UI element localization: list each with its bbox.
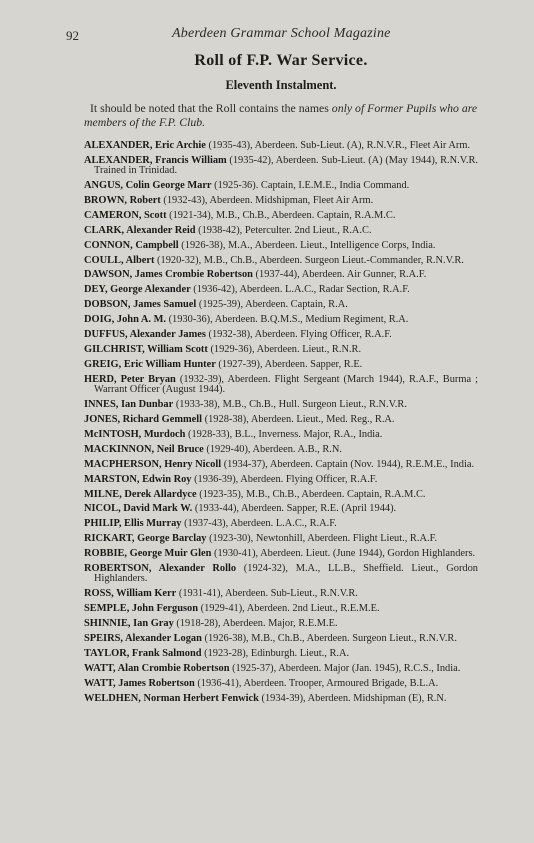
page-number: 92 — [66, 28, 79, 43]
list-item — [84, 196, 478, 206]
entry-details: (1929-40), Aberdeen. A.B., R.N. — [203, 443, 342, 455]
entry-name: SPEIRS, Alexander Logan — [84, 633, 202, 645]
entry-name: HERD, Peter Bryan — [84, 373, 176, 385]
list-item — [84, 649, 478, 659]
entry-details: (1936-39), Aberdeen. Flying Officer, R.A.F. — [191, 473, 378, 485]
entry-details: (1935-43), Aberdeen. Sub-Lieut. (A), R.N.V.R., Fleet Air Arm. — [205, 139, 471, 151]
entry-details: (1925-36). Captain, I.E.M.E., India Command. — [211, 180, 410, 192]
instalment-subtitle: Eleventh Instalment. — [225, 78, 337, 92]
entry-name: GILCHRIST, William Scott — [84, 343, 208, 355]
list-item — [84, 375, 478, 396]
list-item — [84, 300, 478, 310]
entry-name: RICKART, George Barclay — [84, 533, 207, 545]
list-item — [84, 490, 478, 500]
entry-name: ALEXANDER, Francis William — [84, 154, 227, 166]
list-item — [84, 415, 478, 425]
entry-name: JONES, Richard Gemmell — [84, 414, 203, 426]
entry-details: (1930-36), Aberdeen. B.Q.M.S., Medium Regiment, R.A. — [165, 314, 409, 326]
entry-details: (1930-41), Aberdeen. Lieut. (June 1944), Gordon Highlanders. — [211, 548, 476, 560]
entry-details: (1925-37), Aberdeen. Major (Jan. 1945), R.C.S., India. — [229, 662, 461, 674]
list-item — [84, 285, 478, 295]
entry-name: TAYLOR, Frank Salmond — [84, 648, 202, 660]
entry-details: (1920-32), M.B., Ch.B., Aberdeen. Surgeon Lieut.-Commander, R.N.V.R. — [154, 254, 464, 266]
list-item — [84, 460, 478, 470]
list-item — [84, 181, 478, 191]
list-item — [84, 256, 478, 266]
entry-name: PHILIP, Ellis Murray — [84, 518, 182, 530]
entry-details: (1931-41), Aberdeen. Sub-Lieut., R.N.V.R. — [176, 588, 358, 600]
list-item — [84, 226, 478, 236]
entry-details: (1938-42), Peterculter. 2nd Lieut., R.A.C. — [195, 224, 372, 236]
entry-name: INNES, Ian Dunbar — [84, 399, 174, 411]
entry-name: MACKINNON, Neil Bruce — [84, 443, 204, 455]
entry-details: (1923-30), Newtonhill, Aberdeen. Flight Lieut., R.A.F. — [206, 533, 438, 545]
list-item — [84, 445, 478, 455]
entry-details: (1923-35), M.B., Ch.B., Aberdeen. Captain, R.A.M.C. — [196, 488, 426, 500]
entry-details: (1929-41), Aberdeen. 2nd Lieut., R.E.M.E. — [198, 603, 380, 615]
entry-details: (1932-38), Aberdeen. Flying Officer, R.A.F. — [205, 329, 392, 341]
list-item — [84, 694, 478, 704]
list-item — [84, 400, 478, 410]
entry-details: (1928-33), B.L., Inverness. Major, R.A., India. — [185, 428, 383, 440]
entry-name: MARSTON, Edwin Roy — [84, 473, 192, 485]
page-title: Roll of F.P. War Service. — [194, 52, 368, 69]
list-item — [84, 664, 478, 674]
entry-details: (1936-42), Aberdeen. L.A.C., Radar Section, R.A.F. — [190, 284, 410, 296]
journal-title: Aberdeen Grammar School Magazine — [172, 26, 391, 41]
entry-details: (1929-36), Aberdeen. Lieut., R.N.R. — [207, 343, 362, 355]
entry-details: (1932-39), Aberdeen. Flight Sergeant (March 1944), R.A.F., Burma ; Warrant Officer (August 1944). — [94, 373, 478, 396]
list-item — [84, 330, 478, 340]
entry-name: WELDHEN, Norman Herbert Fenwick — [84, 692, 259, 704]
list-item — [84, 564, 478, 585]
entry-name: WATT, James Robertson — [84, 677, 195, 689]
entry-name: DOIG, John A. M. — [84, 314, 166, 326]
entry-name: ANGUS, Colin George Marr — [84, 180, 212, 192]
list-item — [84, 634, 478, 644]
list-item — [84, 589, 478, 599]
entry-details: (1934-37), Aberdeen. Captain (Nov. 1944), R.E.M.E., India. — [221, 458, 475, 470]
entry-details: (1925-39), Aberdeen. Captain, R.A. — [196, 299, 348, 311]
entry-name: ROBERTSON, Alexander Rollo — [84, 563, 237, 575]
list-item — [84, 360, 478, 370]
entry-details: (1918-28), Aberdeen. Major, R.E.M.E. — [173, 618, 338, 630]
entry-name: BROWN, Robert — [84, 194, 161, 206]
list-item — [84, 270, 478, 280]
list-item — [84, 211, 478, 221]
entry-details: (1927-39), Aberdeen. Sapper, R.E. — [215, 358, 363, 370]
entry-details: (1924-32), M.A., LL.B., Sheffield. Lieut., Gordon Highlanders. — [94, 563, 478, 585]
entry-name: ROSS, William Kerr — [84, 588, 177, 600]
entry-name: ALEXANDER, Eric Archie — [84, 139, 206, 151]
entry-name: WATT, Alan Crombie Robertson — [84, 662, 230, 674]
list-item — [84, 619, 478, 629]
entry-name: MACPHERSON, Henry Nicoll — [84, 458, 222, 470]
list-item — [84, 519, 478, 529]
entry-details: (1937-43), Aberdeen. L.A.C., R.A.F. — [181, 518, 337, 530]
entry-details: (1923-28), Edinburgh. Lieut., R.A. — [201, 648, 350, 660]
entry-name: DAWSON, James Crombie Robertson — [84, 269, 253, 281]
roll-note-text: It should be noted that the Roll contains the names — [90, 101, 332, 115]
entry-details: (1933-38), M.B., Ch.B., Hull. Surgeon Lieut., R.N.V.R. — [173, 399, 407, 411]
roll-note — [84, 101, 478, 129]
entry-details: (1932-43), Aberdeen. Midshipman, Fleet Air Arm. — [160, 194, 374, 206]
entry-details: (1937-44), Aberdeen. Air Gunner, R.A.F. — [252, 269, 427, 281]
entry-details: (1933-44), Aberdeen. Sapper, R.E. (April 1944). — [192, 503, 397, 515]
entry-name: CONNON, Campbell — [84, 239, 179, 251]
entry-name: GREIG, Eric William Hunter — [84, 358, 216, 370]
list-item — [84, 534, 478, 544]
entry-name: DEY, George Alexander — [84, 284, 191, 296]
entry-name: DOBSON, James Samuel — [84, 299, 197, 311]
list-item — [84, 504, 478, 514]
list-item — [84, 604, 478, 614]
list-item — [84, 156, 478, 177]
entry-details: (1935-42), Aberdeen. Sub-Lieut. (A) (May 1944), R.N.V.R. Trained in Trinidad. — [94, 154, 478, 177]
list-item — [84, 345, 478, 355]
entry-name: MILNE, Derek Allardyce — [84, 488, 197, 500]
entry-name: SHINNIE, Ian Gray — [84, 618, 174, 630]
list-item — [84, 475, 478, 485]
entry-name: DUFFUS, Alexander James — [84, 329, 206, 341]
list-item — [84, 430, 478, 440]
entry-details: (1926-38), M.A., Aberdeen. Lieut., Intelligence Corps, India. — [178, 239, 436, 251]
entry-name: ROBBIE, George Muir Glen — [84, 548, 212, 560]
entry-details: (1936-41), Aberdeen. Trooper, Armoured Brigade, B.L.A. — [194, 677, 439, 689]
entry-name: CAMERON, Scott — [84, 209, 167, 221]
entry-name: CLARK, Alexander Reid — [84, 224, 196, 236]
entry-name: McINTOSH, Murdoch — [84, 428, 186, 440]
list-item — [84, 679, 478, 689]
entry-details: (1926-38), M.B., Ch.B., Aberdeen. Surgeon Lieut., R.N.V.R. — [201, 633, 457, 645]
running-head — [66, 26, 478, 46]
entry-details: (1934-39), Aberdeen. Midshipman (E), R.N. — [258, 692, 447, 704]
list-item — [84, 315, 478, 325]
list-item — [84, 549, 478, 559]
roll-note-emphasis: only of Former Pupils who are members of the F.P. Club. — [84, 101, 478, 129]
entry-details: (1921-34), M.B., Ch.B., Aberdeen. Captain, R.A.M.C. — [166, 209, 396, 221]
entry-name: NICOL, David Mark W. — [84, 503, 193, 515]
list-item — [84, 241, 478, 251]
list-item — [84, 141, 478, 151]
entry-name: COULL, Albert — [84, 254, 155, 266]
entry-details: (1928-38), Aberdeen. Lieut., Med. Reg., R.A. — [202, 414, 395, 426]
entry-name: SEMPLE, John Ferguson — [84, 603, 199, 615]
war-service-roll — [84, 141, 478, 704]
